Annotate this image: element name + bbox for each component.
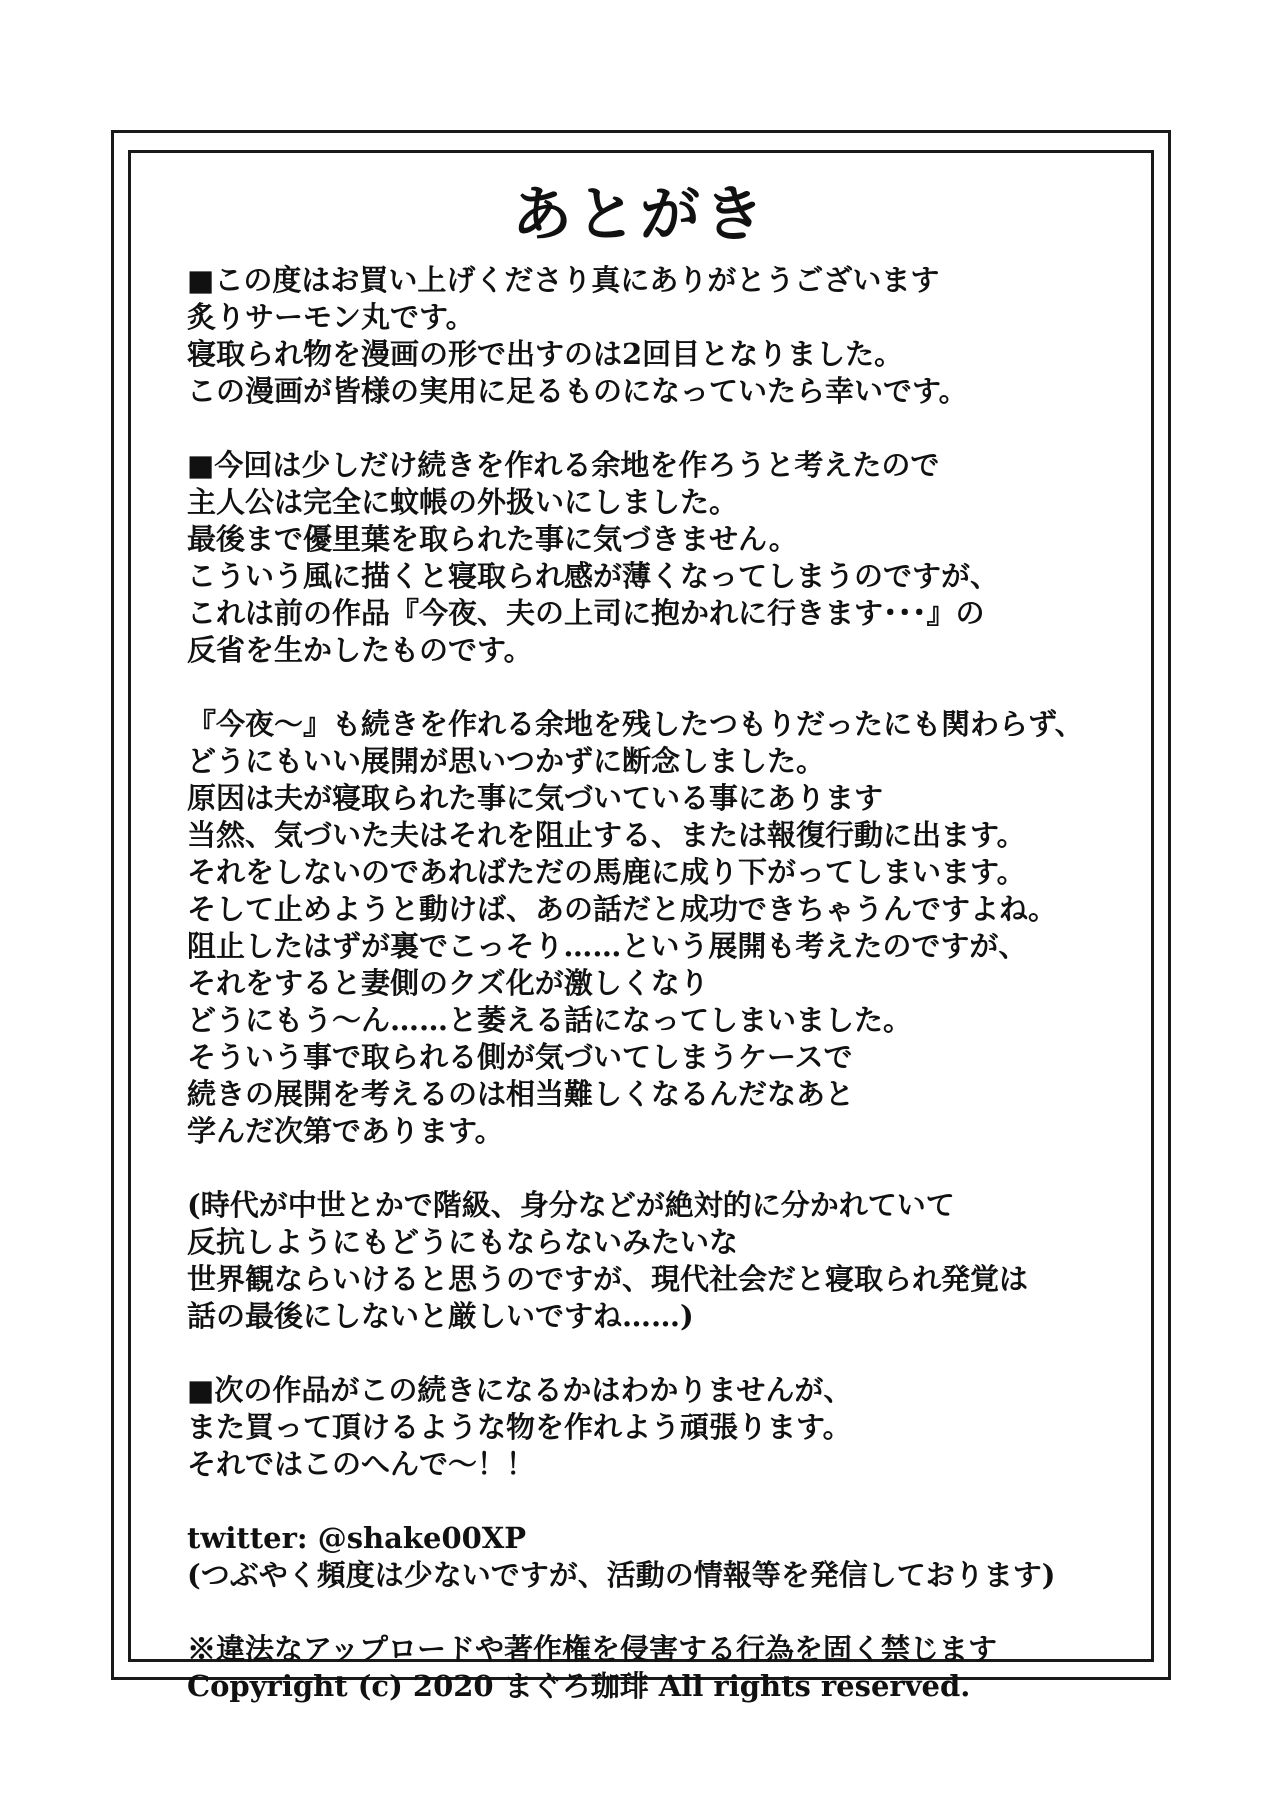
- text-line: 主人公は完全に蚊帳の外扱いにしました。: [187, 485, 739, 519]
- paragraph: [187, 262, 1127, 410]
- text-line: そういう事で取られる側が気づいてしまうケースで: [187, 1040, 853, 1074]
- text-line: 寝取られ物を漫画の形で出すのは2回目となりました。: [187, 337, 904, 371]
- text-line: 炙りサーモン丸です。: [187, 300, 475, 334]
- text-line: 世界観ならいけると思うのですが、現代社会だと寝取られ発覚は: [187, 1262, 1029, 1296]
- afterword-body: [187, 262, 1127, 1705]
- text-line: 当然、気づいた夫はそれを阻止する、または報復行動に出ます。: [187, 818, 1026, 852]
- paragraph: [187, 1187, 1127, 1335]
- text-line: (つぶやく頻度は少ないですが、活動の情報等を発信しております): [187, 1558, 1056, 1592]
- text-line: また買って頂けるような物を作れよう頑張ります。: [187, 1410, 852, 1444]
- text-line: ■次の作品がこの続きになるかはわかりませんが、: [187, 1373, 853, 1407]
- paragraph: [187, 1631, 1127, 1705]
- text-line: 原因は夫が寝取られた事に気づいている事にあります: [187, 781, 884, 815]
- text-line: ※違法なアップロードや著作権を侵害する行為を固く禁じます: [187, 1632, 997, 1666]
- text-line: 続きの展開を考えるのは相当難しくなるんだなあと: [187, 1077, 855, 1111]
- text-line: ■この度はお買い上げくださり真にありがとうございます: [187, 263, 940, 297]
- text-line: そして止めようと動けば、あの話だと成功できちゃうんですよね。: [187, 892, 1058, 926]
- paragraph: [187, 1520, 1127, 1594]
- text-line: 反省を生かしたものです。: [187, 633, 533, 667]
- text-line: どうにもう～ん……と萎える話になってしまいました。: [187, 1003, 913, 1037]
- text-line: それをすると妻側のクズ化が激しくなり: [187, 966, 709, 1000]
- text-line: それではこのへんで～！！: [187, 1447, 536, 1481]
- text-line: こういう風に描くと寝取られ感が薄くなってしまうのですが、: [187, 559, 1000, 593]
- text-line: 反抗しようにもどうにもならないみたいな: [187, 1225, 739, 1259]
- paragraph: [187, 706, 1127, 1150]
- text-line: 学んだ次第であります。: [187, 1114, 504, 1148]
- text-line: 『今夜～』も続きを作れる余地を残したつもりだったにも関わらず、: [187, 707, 1084, 741]
- text-line: どうにもいい展開が思いつかずに断念しました。: [187, 744, 826, 778]
- text-line: ■今回は少しだけ続きを作れる余地を作ろうと考えたので: [187, 448, 940, 482]
- text-line: それをしないのであればただの馬鹿に成り下がってしまいます。: [187, 855, 1026, 889]
- text-line: これは前の作品『今夜、夫の上司に抱かれに行きます･･･』の: [187, 596, 985, 630]
- text-line: Copyright (c) 2020 まぐろ珈琲 All rights reserved.: [187, 1669, 971, 1703]
- text-line: 阻止したはずが裏でこっそり……という展開も考えたのですが、: [187, 929, 1028, 963]
- text-line: この漫画が皆様の実用に足るものになっていたら幸いです。: [187, 374, 968, 408]
- text-line: 最後まで優里葉を取られた事に気づきません。: [187, 522, 798, 556]
- page-title: あとがき: [512, 180, 768, 250]
- text-line: twitter: @shake00XP: [187, 1521, 527, 1555]
- text-line: (時代が中世とかで階級、身分などが絶対的に分かれていて: [187, 1188, 955, 1222]
- text-line: 話の最後にしないと厳しいですね……): [187, 1299, 694, 1333]
- paragraph: [187, 1372, 1127, 1483]
- paragraph: [187, 447, 1127, 669]
